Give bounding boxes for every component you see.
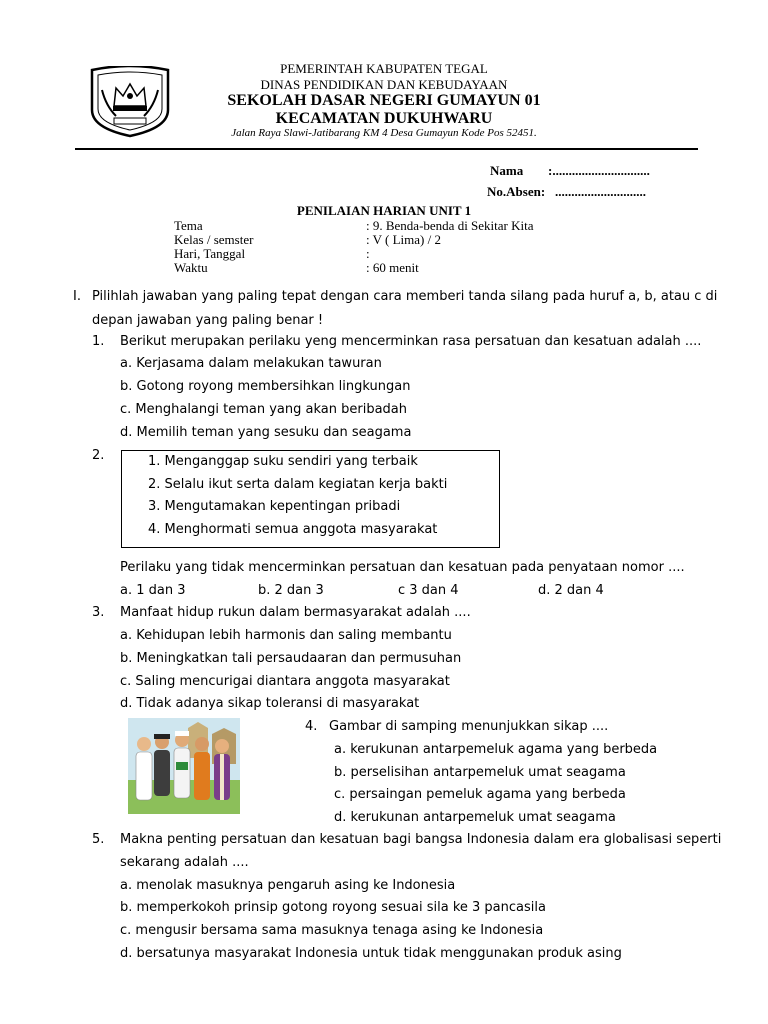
school-address: Jalan Raya Slawi-Jatibarang KM 4 Desa Gumayun Kode Pos 52451. [231,127,537,139]
q5-option-a: a. menolak masuknya pengaruh asing ke Indonesia [120,878,456,893]
q2-statement: 2. Selalu ikut serta dalam kegiatan kerja bakti [148,477,448,492]
info-label: Kelas / semster [174,232,254,247]
government-line: PEMERINTAH KABUPATEN TEGAL [280,61,488,76]
q1-text: Berikut merupakan perilaku yeng mencerminkan rasa persatuan dan kesatuan adalah .... [120,334,702,349]
q4-option-b: b. perselisihan antarpemeluk umat seagama [334,765,626,780]
info-label: Tema [174,218,203,233]
instruction-line: depan jawaban yang paling benar ! [92,313,324,328]
q1-option-d: d. Memilih teman yang sesuku dan seagama [120,425,412,440]
q5-number: 5. [92,832,105,847]
q4-number: 4. [305,719,318,734]
q1-option-b: b. Gotong royong membersihkan lingkungan [120,379,411,394]
q1-option-a: a. Kerjasama dalam melakukan tawuran [120,356,382,371]
q1-number: 1. [92,334,105,349]
info-value: : [366,246,370,261]
q2-text: Perilaku yang tidak mencerminkan persatuan dan kesatuan pada penyataan nomor .... [120,560,685,575]
header-divider [75,148,698,150]
q1-option-c: c. Menghalangi teman yang akan beribadah [120,402,408,417]
q4-option-c: c. persaingan pemeluk agama yang berbeda [334,787,626,802]
department-line: DINAS PENDIDIKAN DAN KEBUDAYAAN [260,77,508,92]
info-value: : 9. Benda-benda di Sekitar Kita [366,218,534,233]
q2-statement: 3. Mengutamakan kepentingan pribadi [148,499,401,514]
q3-option-d: d. Tidak adanya sikap toleransi di masyarakat [120,696,420,711]
q3-text: Manfaat hidup rukun dalam bermasyarakat adalah .... [120,605,471,620]
absen-field: ............................ [555,184,646,199]
exam-title: PENILAIAN HARIAN UNIT 1 [296,203,472,218]
instruction-number: I. [73,289,81,304]
district-name: KECAMATAN DUKUHWARU [275,110,493,127]
nama-label: Nama [490,163,524,178]
q3-option-a: a. Kehidupan lebih harmonis dan saling membantu [120,628,452,643]
q5-option-b: b. memperkokoh prinsip gotong royong sesuai sila ke 3 pancasila [120,900,546,915]
q5-option-d: d. bersatunya masyarakat Indonesia untuk tidak menggunakan produk asing [120,946,622,961]
q5-text-line: sekarang adalah .... [120,855,249,870]
q2-option-d: d. 2 dan 4 [538,583,604,598]
absen-label: No.Absen: [487,184,546,199]
q3-number: 3. [92,605,105,620]
q2-option-c: c 3 dan 4 [398,583,459,598]
q2-statement: 4. Menghormati semua anggota masyarakat [148,522,438,537]
q3-option-c: c. Saling mencurigai diantara anggota masyarakat [120,674,450,689]
info-value: : 60 menit [366,260,419,275]
q3-option-b: b. Meningkatkan tali persaudaaran dan permusuhan [120,651,462,666]
interfaith-people-illustration [128,718,240,814]
q2-number: 2. [92,448,105,463]
info-value: : V ( Lima) / 2 [366,232,441,247]
info-label: Waktu [174,260,208,275]
instruction-line: Pilihlah jawaban yang paling tepat dengan cara memberi tanda silang pada huruf a, b, atau c di [92,289,718,304]
info-label: Hari, Tanggal [174,246,246,261]
school-name: SEKOLAH DASAR NEGERI GUMAYUN 01 [227,92,541,109]
q4-text: Gambar di samping menunjukkan sikap .... [329,719,609,734]
q5-option-c: c. mengusir bersama sama masuknya tenaga asing ke Indonesia [120,923,544,938]
q4-option-a: a. kerukunan antarpemeluk agama yang berbeda [334,742,658,757]
q4-option-d: d. kerukunan antarpemeluk umat seagama [334,810,616,825]
q2-option-a: a. 1 dan 3 [120,583,186,598]
nama-field: :.............................. [548,163,650,178]
q2-statement: 1. Menganggap suku sendiri yang terbaik [148,454,418,469]
q5-text-line: Makna penting persatuan dan kesatuan bagi bangsa Indonesia dalam era globalisasi seperti [120,832,722,847]
q2-option-b: b. 2 dan 3 [258,583,324,598]
